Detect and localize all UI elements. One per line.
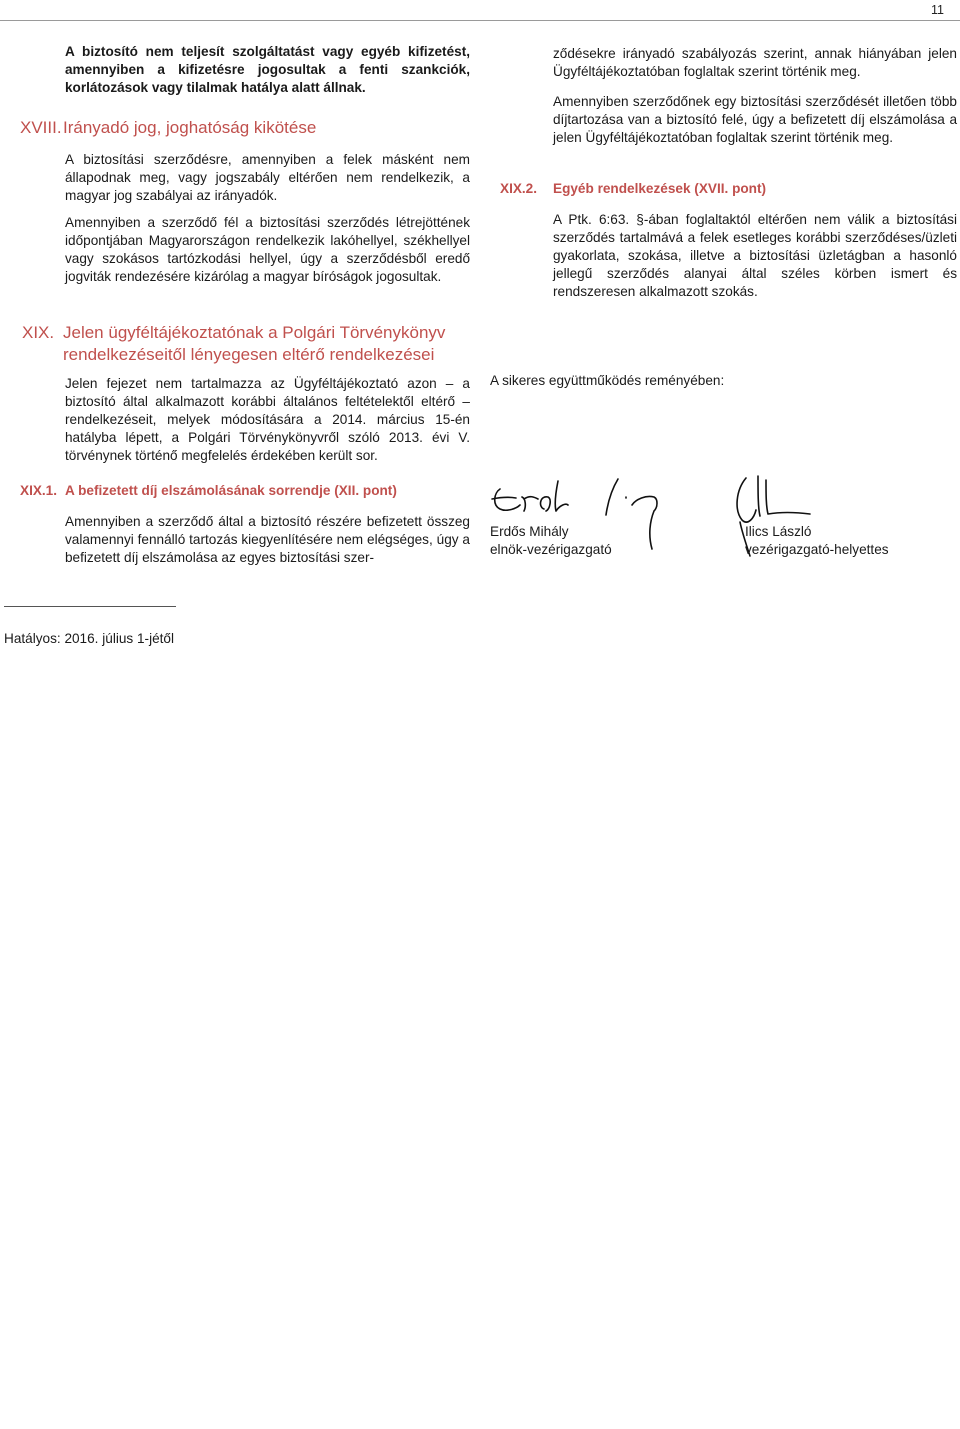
section-18-number: XVIII. — [20, 118, 62, 137]
closing-line: A sikeres együttműködés reményében: — [490, 373, 725, 388]
section-18-paragraph-2: Amennyiben a szerződő fél a biztosítási szerződés létrejöttének időpontjában Magyarországon rendelkezik lakóhellyel, székhellyel vagy szokásos tartózkodási hellyel, úgy a szerződésből eredő jogviták rendezésére kizárólag a magyar bíróságok jogosultak. — [65, 215, 470, 284]
subsection-19-1-paragraph: Amennyiben a szerződő által a biztosító részére befizetett összeg valamennyi fennálló tartozás kiegyenlítésére nem elégséges, úgy a befizetett díj elszámolása az egyes biztosítási szer- — [65, 514, 470, 565]
signature-2-name: Ilics László — [745, 524, 812, 539]
page-number: 11 — [931, 3, 944, 17]
subsection-19-2-title: Egyéb rendelkezések (XVII. pont) — [553, 181, 767, 196]
sanctions-paragraph: A biztosító nem teljesít szolgáltatást vagy egyéb kifizetést, amennyiben a kifizetésre jogosultak a fenti szankciók, korlátozások vagy tilalmak hatálya alatt állnak. — [65, 44, 470, 95]
signature-1-name: Erdős Mihály — [490, 524, 569, 539]
subsection-19-1-number: XIX.1. — [20, 483, 58, 498]
section-19-paragraph: Jelen fejezet nem tartalmazza az Ügyféltájékoztató azon – a biztosító által alkalmazott korábbi általános feltételektől eltérő – rendelkezéseit, melyek módosítására a 2014. március 15-én hatályba lépett, a Polgári Törvénykönyvről szóló 2013. évi V. törvénynek történő megfelelés érdekében került sor. — [65, 376, 470, 463]
section-19-number: XIX. — [22, 323, 55, 342]
continued-paragraph: ződésekre irányadó szabályozás szerint, annak hiányában jelen Ügyféltájékoztatóban foglaltak szerint történik meg. — [553, 46, 957, 79]
header-rule — [0, 20, 960, 21]
section-18-paragraph-1: A biztosítási szerződésre, amennyiben a felek másként nem állapodnak meg, vagy jogszabály eltérően nem rendelkezik, a magyar jog szabályai az irányadók. — [65, 152, 470, 203]
signature-2-role: vezérigazgató-helyettes — [745, 542, 889, 557]
footer-rule — [4, 606, 176, 607]
effective-date: Hatályos: 2016. július 1-jétől — [4, 631, 175, 646]
right-paragraph-2: Amennyiben szerződőnek egy biztosítási szerződését illetően több díjtartozása van a biztosító felé, úgy a befizetett díj elszámolása a jelen Ügyféltájékoztatóban foglaltak szerint történik meg. — [553, 94, 957, 145]
section-18-title: Irányadó jog, joghatóság kikötése — [63, 118, 317, 137]
subsection-19-1-title: A befizetett díj elszámolásának sorrendje (XII. pont) — [65, 483, 397, 498]
subsection-19-2-number: XIX.2. — [500, 181, 538, 196]
signature-1-role: elnök-vezérigazgató — [490, 542, 612, 557]
section-19-title-line2: rendelkezéseitől lényegesen eltérő rendelkezései — [63, 345, 435, 364]
section-19-title-line1: Jelen ügyféltájékoztatónak a Polgári Törvénykönyv — [63, 323, 446, 342]
subsection-19-2-paragraph: A Ptk. 6:63. §-ában foglaltaktól eltérően nem válik a biztosítási szerződés tartalmává a felek esetleges korábbi szerződéses/üzleti gyakorlata, szokása, illetve a biztosítási üzletágban a hasonló jellegű szerződés alanyai által széles körben ismert és rendszeresen alkalmazott szokás. — [553, 212, 957, 299]
